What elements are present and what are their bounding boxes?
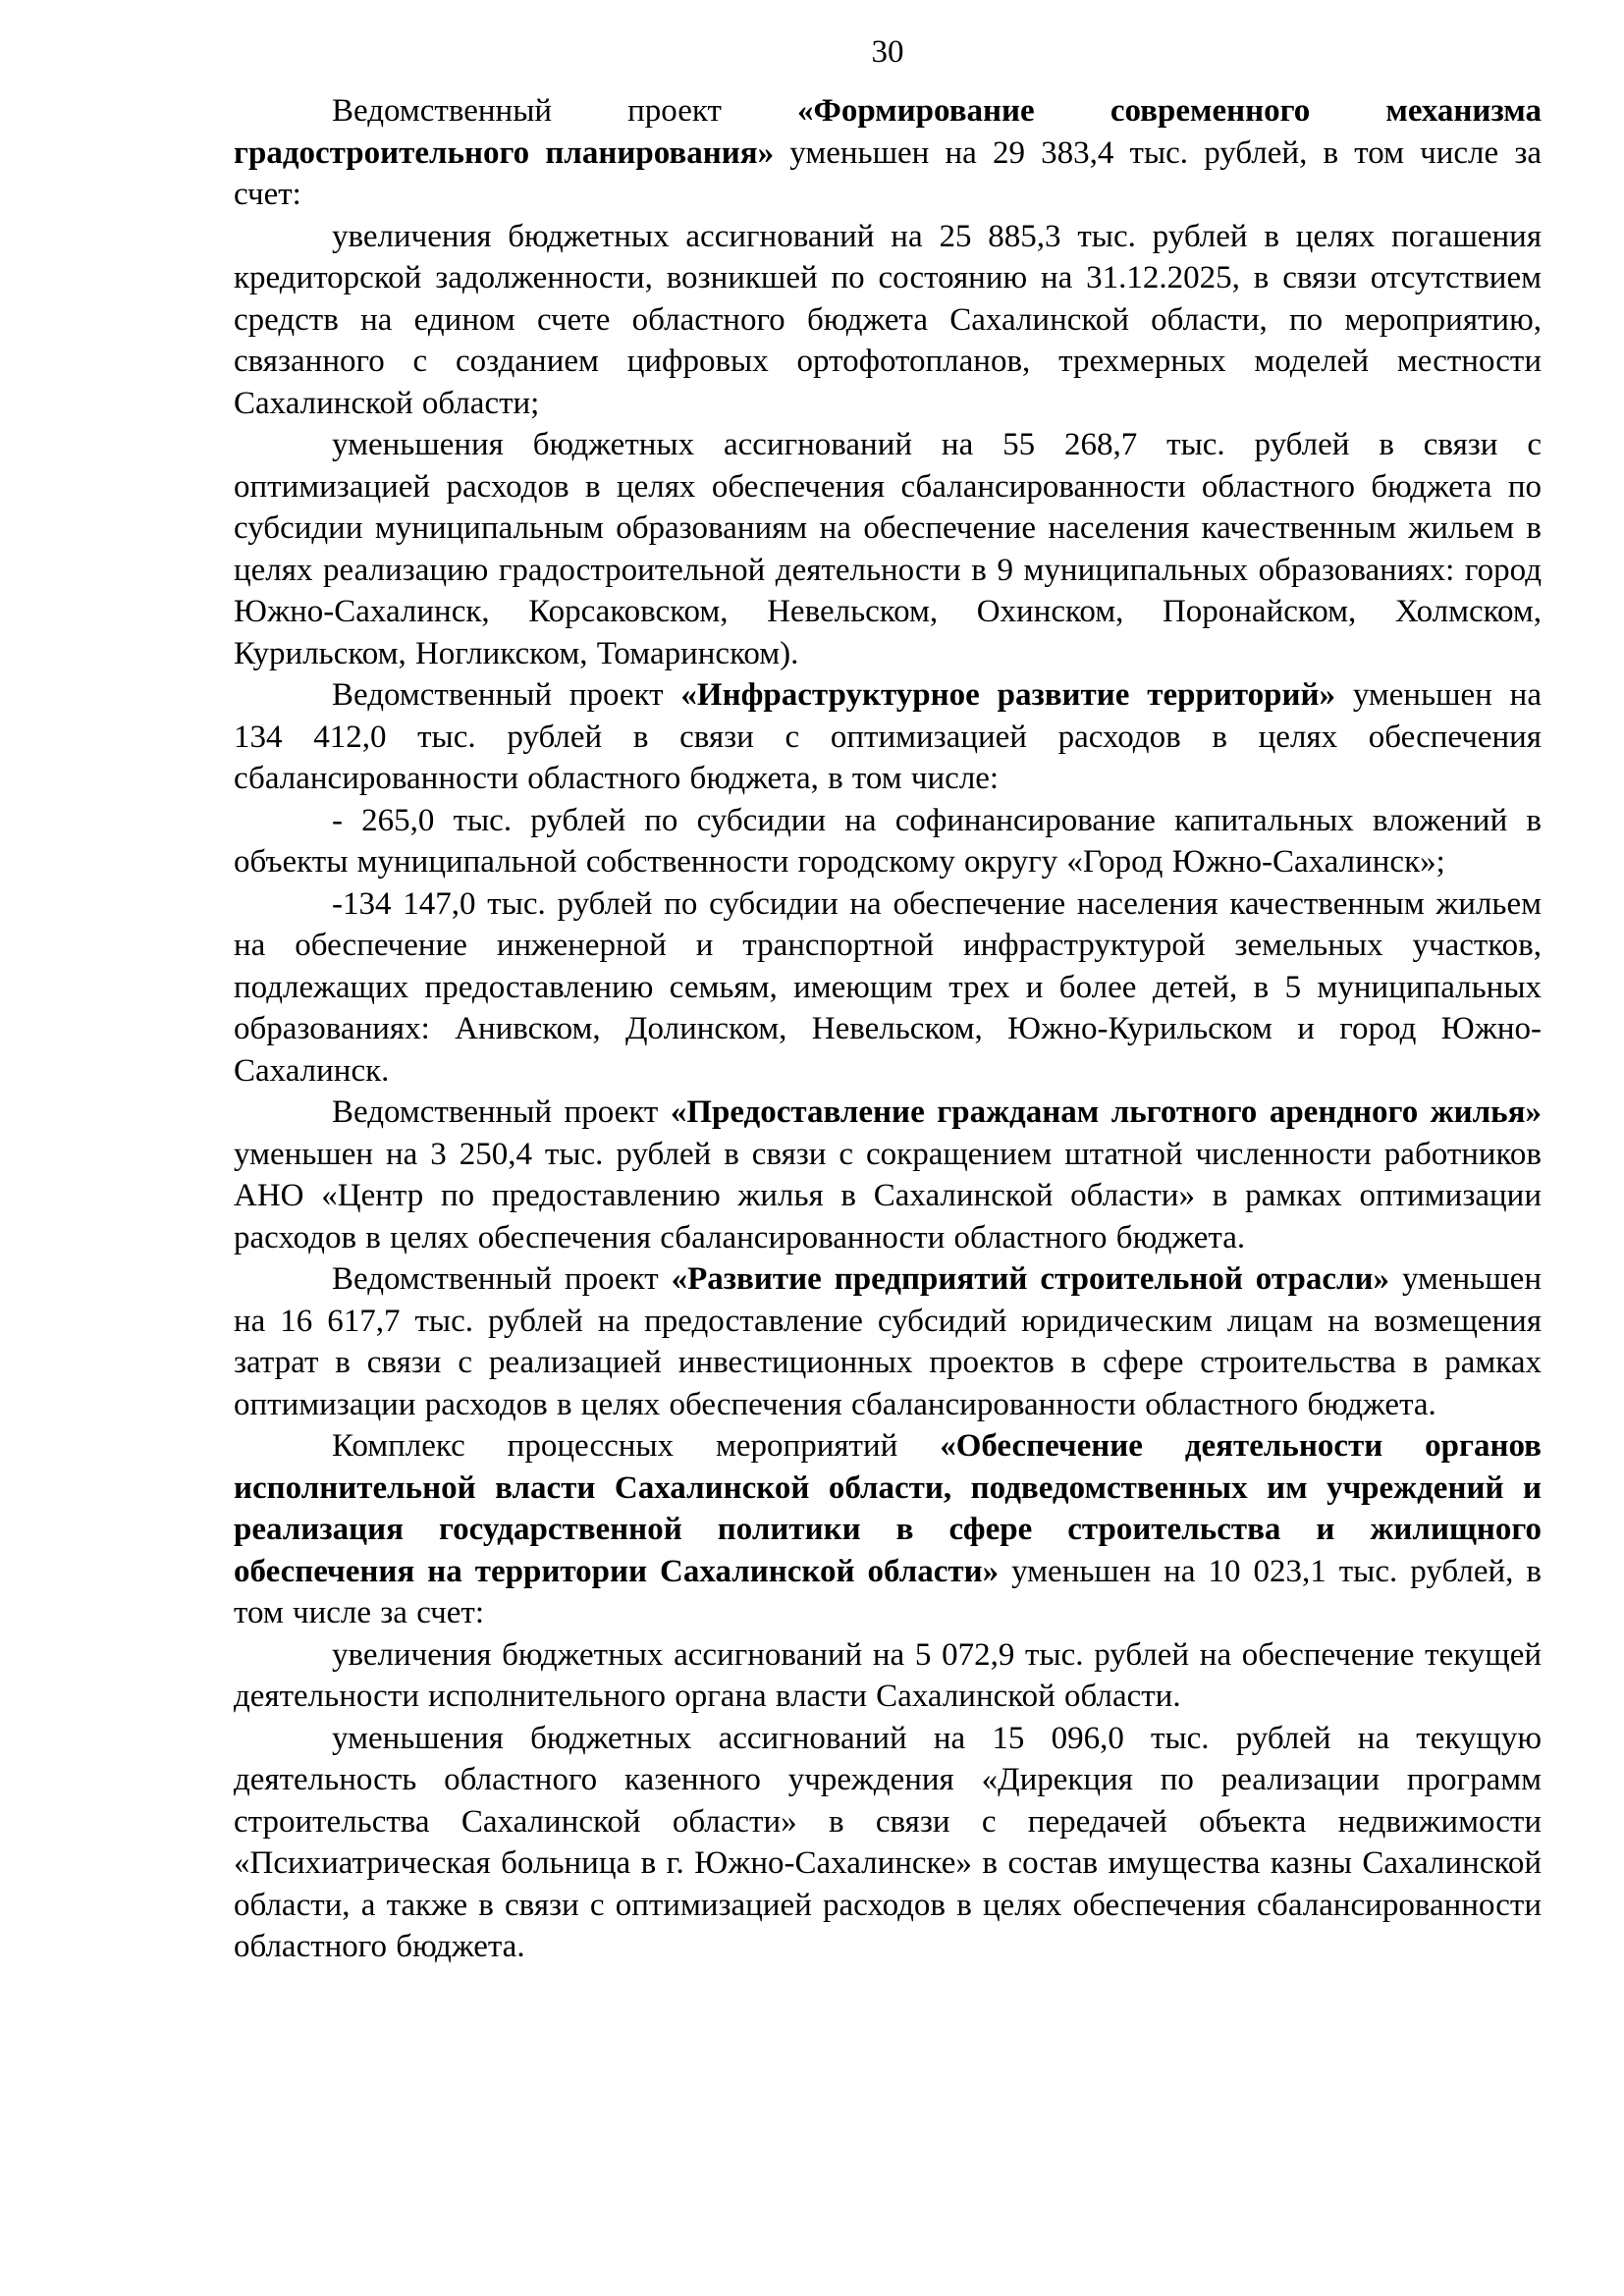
text-run: -134 147,0 тыс. рублей по субсидии на обеспечение населения качественным жильем на обеспечение инженерной и транспортной инфраструктурой земельных участков, подлежащих предоставлению семьям, имеющим трех и более детей, в 5 муниципальных образованиях: Анивском, Долинском, Невельском, Южно-Курильском и город Южно-Сахалинск.	[234, 885, 1542, 1089]
text-run-bold: «Обеспечение деятельности органов исполнительной власти Сахалинской области, подведомственных им учреждений и реализация государственной политики в сфере строительства и жилищного обеспечения на территории Сахалинской области»	[234, 1428, 1542, 1589]
text-run: увеличения бюджетных ассигнований на 5 072,9 тыс. рублей на обеспечение текущей деятельности исполнительного органа власти Сахалинской области.	[234, 1636, 1542, 1714]
text-run: уменьшения бюджетных ассигнований на 55 268,7 тыс. рублей в связи с оптимизацией расходов в целях обеспечения сбалансированности областного бюджета по субсидии муниципальным образованиям на обеспечение населения качественным жильем в целях реализацию градостроительной деятельности в 9 муниципальных образованиях: город Южно-Сахалинск, Корсаковском, Невельском, Охинском, Поронайском, Холмском, Курильском, Ногликском, Томаринском).	[234, 427, 1542, 671]
paragraph	[234, 674, 1542, 800]
text-run: уменьшен на 134 412,0 тыс. рублей в связи с оптимизацией расходов в целях обеспечения сбалансированности областного бюджета, в том числе:	[234, 677, 1542, 796]
paragraph	[234, 1718, 1542, 1968]
text-run-bold: «Предоставление гражданам льготного арендного жилья»	[670, 1095, 1542, 1130]
text-run-bold: «Формирование современного механизма градостроительного планирования»	[234, 93, 1542, 171]
paragraph	[234, 800, 1542, 883]
text-run: Ведомственный проект	[332, 1261, 672, 1297]
text-run: - 265,0 тыс. рублей по субсидии на софинансирование капитальных вложений в объекты муниципальной собственности городскому округу «Город Южно-Сахалинск»;	[234, 802, 1542, 880]
text-run: уменьшен на 3 250,4 тыс. рублей в связи с сокращением штатной численности работников АНО «Центр по предоставлению жилья в Сахалинской области» в рамках оптимизации расходов в целях обеспечения сбалансированности областного бюджета.	[234, 1136, 1542, 1255]
text-run: уменьшен на 29 383,4 тыс. рублей, в том числе за счет:	[234, 134, 1543, 212]
paragraph	[234, 1634, 1542, 1718]
text-run: уменьшения бюджетных ассигнований на 15 096,0 тыс. рублей на текущую деятельность областного казенного учреждения «Дирекция по реализации программ строительства Сахалинской области» в связи с передачей объекта недвижимости «Психиатрическая больница в г. Южно-Сахалинске» в состав имущества казны Сахалинской области, а также в связи с оптимизацией расходов в целях обеспечения сбалансированности областного бюджета.	[234, 1720, 1542, 1964]
paragraph	[234, 883, 1542, 1093]
text-run-bold: «Инфраструктурное развитие территорий»	[680, 677, 1335, 713]
text-run: Ведомственный проект	[332, 677, 681, 713]
text-run: Комплекс процессных мероприятий	[332, 1428, 941, 1464]
paragraph	[234, 1425, 1542, 1634]
text-run: увеличения бюджетных ассигнований на 25 885,3 тыс. рублей в целях погашения кредиторской задолженности, возникшей по состоянию на 31.12.2025, в связи отсутствием средств на едином счете областного бюджета Сахалинской области, по мероприятию, связанного с созданием цифровых ортофотопланов, трехмерных моделей местности Сахалинской области;	[234, 218, 1542, 421]
text-run: уменьшен на 16 617,7 тыс. рублей на предоставление субсидий юридическим лицам на возмещения затрат в связи с реализацией инвестиционных проектов в сфере строительства в рамках оптимизации расходов в целях обеспечения сбалансированности областного бюджета.	[234, 1261, 1542, 1422]
paragraph	[234, 1258, 1542, 1425]
paragraph	[234, 90, 1542, 216]
document-body	[234, 90, 1542, 1968]
paragraph	[234, 216, 1542, 425]
text-run: Ведомственный проект	[332, 93, 797, 129]
paragraph	[234, 1092, 1542, 1258]
paragraph	[234, 424, 1542, 674]
text-run-bold: «Развитие предприятий строительной отрасли»	[671, 1261, 1390, 1297]
text-run: Ведомственный проект	[332, 1095, 671, 1130]
page-number: 30	[871, 34, 904, 70]
text-run: уменьшен на 10 023,1 тыс. рублей, в том числе за счет:	[234, 1553, 1542, 1630]
